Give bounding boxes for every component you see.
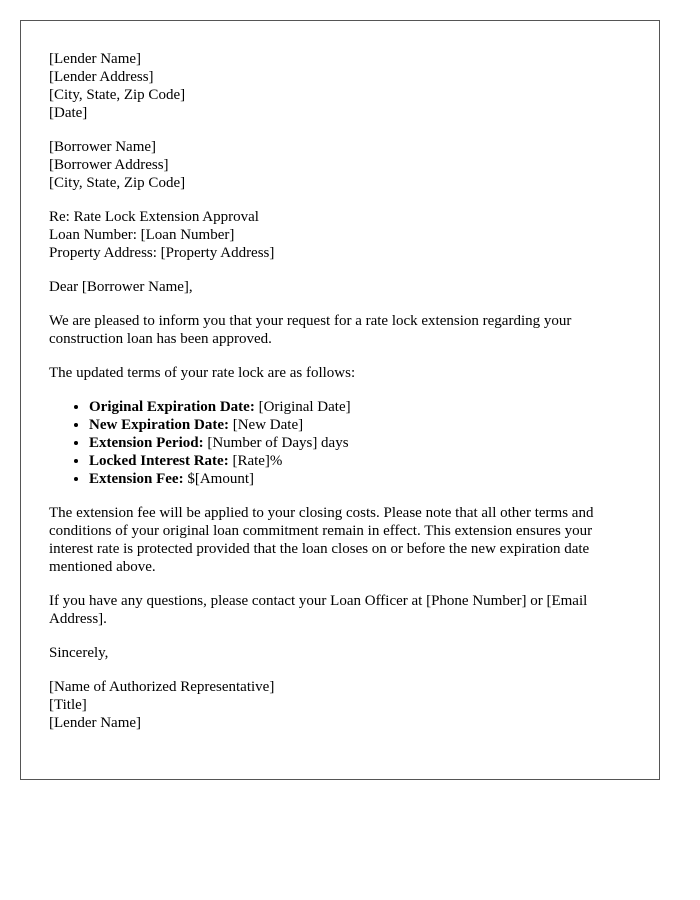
term-value: [Original Date] <box>254 399 351 415</box>
recipient-borrower-name: [Borrower Name] <box>49 139 157 155</box>
letter-date: [Date] <box>49 105 88 121</box>
property-address-line: Property Address: [Property Address] <box>49 245 275 261</box>
term-value: [Number of Days] days <box>203 435 349 451</box>
signatory-name: [Name of Authorized Representative] <box>49 679 275 695</box>
recipient-borrower-address: [Borrower Address] <box>49 157 169 173</box>
term-value: [Rate]% <box>228 453 283 469</box>
term-locked-rate <box>89 452 631 470</box>
sender-lender-address: [Lender Address] <box>49 69 154 85</box>
signatory-lender-name: [Lender Name] <box>49 715 142 731</box>
recipient-city-state-zip: [City, State, Zip Code] <box>49 175 186 191</box>
term-label: Extension Fee: <box>89 471 184 487</box>
intro-paragraph: We are pleased to inform you that your request for a rate lock extension regarding your construction loan has been approved. <box>49 313 572 347</box>
recipient-address-block <box>49 138 631 192</box>
sender-city-state-zip: [City, State, Zip Code] <box>49 87 186 103</box>
signatory-title: [Title] <box>49 697 87 713</box>
subject-line: Re: Rate Lock Extension Approval <box>49 209 259 225</box>
closing: Sincerely, <box>49 645 109 661</box>
contact-paragraph: If you have any questions, please contact your Loan Officer at [Phone Number] or [Email Address]. <box>49 593 588 627</box>
letter-document <box>20 20 660 780</box>
term-label: New Expiration Date: <box>89 417 229 433</box>
term-extension-period <box>89 434 631 452</box>
term-label: Original Expiration Date: <box>89 399 255 415</box>
term-value: [New Date] <box>228 417 304 433</box>
term-label: Extension Period: <box>89 435 204 451</box>
term-value: $[Amount] <box>183 471 254 487</box>
salutation: Dear [Borrower Name], <box>49 279 193 295</box>
term-extension-fee <box>89 470 631 488</box>
terms-intro-paragraph: The updated terms of your rate lock are as follows: <box>49 365 356 381</box>
term-original-expiration <box>89 398 631 416</box>
term-label: Locked Interest Rate: <box>89 453 229 469</box>
sender-address-block <box>49 50 631 122</box>
sender-lender-name: [Lender Name] <box>49 51 142 67</box>
term-new-expiration <box>89 416 631 434</box>
signature-block <box>49 678 631 732</box>
reference-block <box>49 208 631 262</box>
fee-paragraph: The extension fee will be applied to your closing costs. Please note that all other terms and conditions of your original loan commitment remain in effect. This extension ensures your interest rate is protected provided that the loan closes on or before the new expiration date mentioned above. <box>49 505 594 575</box>
loan-number-line: Loan Number: [Loan Number] <box>49 227 235 243</box>
terms-list <box>49 398 631 488</box>
